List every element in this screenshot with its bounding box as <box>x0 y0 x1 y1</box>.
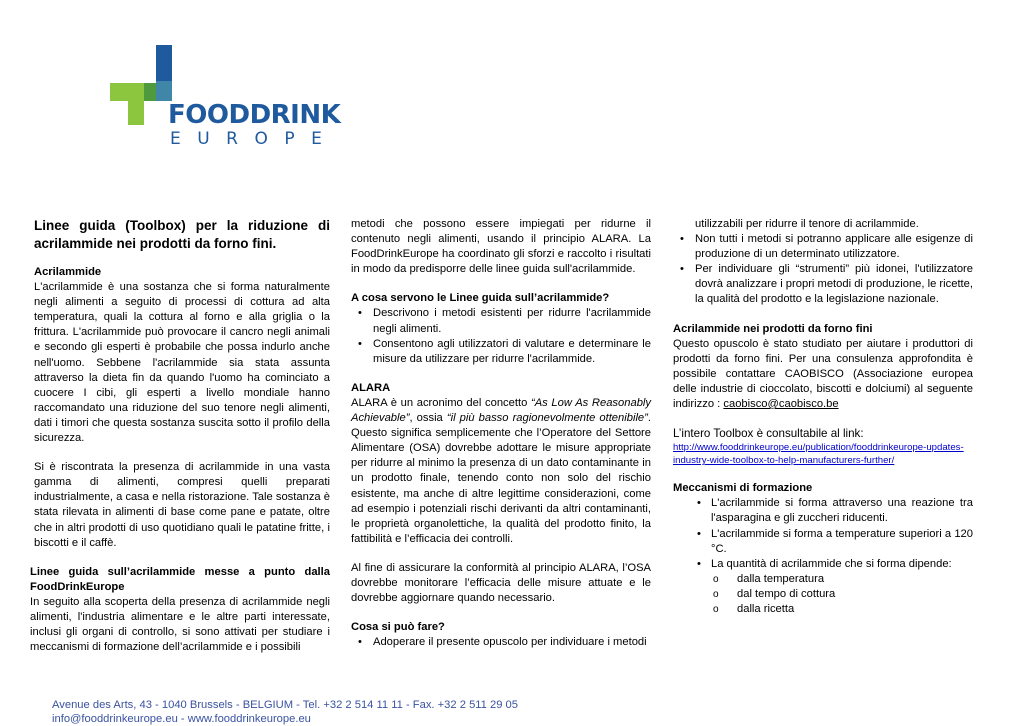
paragraph-prodotti-forno: Questo opuscolo è stato studiato per aiutare i produttori di prodotti da forno fini. Per una consulenza approfondita è possibile contattare CAOBISCO (Associazione europea delle industrie di cioccolato, biscotti e dolciumi) al seguente indirizzo : caobisco@caobisco.be <box>673 337 973 411</box>
heading-alara: ALARA <box>351 381 391 394</box>
footer-address: Avenue des Arts, 43 - 1040 Brussels - BELGIUM - Tel. +32 2 514 11 11 - Fax. +32 2 511 29 05 <box>52 699 519 711</box>
logo-europe: EUROPE <box>170 129 339 149</box>
fooddrinkeurope-logo <box>110 45 341 155</box>
footer <box>52 698 518 726</box>
heading-cosa-si-puo-fare: Cosa si può fare? <box>351 621 445 634</box>
list-item: • Descrivono i metodi esistenti per ridurre l'acrilammide negli alimenti. <box>351 306 651 336</box>
list-continued <box>673 217 973 308</box>
logo-wordmark: FOODDRINK <box>168 100 341 130</box>
heading-linee-guida: Linee guida sull’acrilammide messe a punto dalla FoodDrinkEurope <box>30 566 330 594</box>
paragraph-conformita: Al fine di assicurare la conformità al principio ALARA, l’OSA dovrebbe monitorare l’efficacia delle misure attuate e le dovrebbe aggiornare quando necessario. <box>351 561 651 605</box>
column-3 <box>673 217 973 617</box>
paragraph-presenza: Si è riscontrata la presenza di acrilammide in una vasta gamma di alimenti, compresi quelli preparati industrialmente, a casa e nella ristorazione. Tale sostanza è stata rilevata in alimenti di base come pane e patate, oltre che in altri prodotti di uso quotidiano quali le patatine fritte, i biscotti e il caffè. <box>34 461 330 549</box>
heading-a-cosa-servono: A cosa servono le Linee guida sull’acrilammide? <box>351 292 610 305</box>
list-item: o dalla temperatura <box>673 572 973 587</box>
paragraph-metodi: metodi che possono essere impiegati per ridurne il contenuto negli alimenti, usando il principio ALARA. La FoodDrinkEurope ha coordinato gli sforzi e raccolto i risultati in modo da predisporre delle linee guida sull'acrilammide. <box>351 218 651 276</box>
column-1-bottom <box>30 565 330 656</box>
list-dipende <box>673 572 973 617</box>
heading-prodotti-forno: Acrilammide nei prodotti da forno fini <box>673 322 873 335</box>
toolbox-text: L’intero Toolbox è consultabile al link: <box>673 427 864 441</box>
list-item-continued: utilizzabili per ridurre il tenore di acrilammide. <box>695 218 919 230</box>
list-a-cosa-servono <box>351 306 651 366</box>
footer-contacts: info@fooddrinkeurope.eu - www.fooddrinkeurope.eu <box>52 713 311 725</box>
caobisco-email-link[interactable]: caobisco@caobisco.be <box>723 398 839 411</box>
list-item: • Adoperare il presente opuscolo per individuare i metodi <box>351 635 651 650</box>
heading-acrilammide: Acrilammide <box>34 266 102 278</box>
list-item: • Consentono agli utilizzatori di valutare e determinare le misure da utilizzare per ridurre l'acrilammide. <box>351 337 651 367</box>
column-2 <box>351 217 651 650</box>
list-item: • Non tutti i metodi si potranno applicare alle esigenze di produzione di un determinato utilizzatore. <box>673 232 973 262</box>
toolbox-link[interactable]: http://www.fooddrinkeurope.eu/publication/fooddrinkeurope-updates-industry-wide-toolbox-to-help-manufacturers-further/ <box>673 442 964 467</box>
list-item: o dalla ricetta <box>673 602 973 617</box>
list-item: • Per individuare gli “strumenti” più idonei, l'utilizzatore dovrà analizzare i propri metodi di produzione, le ricette, la qualità del prodotto e la legislazione nazionale. <box>673 262 973 307</box>
document-title: Linee guida (Toolbox) per la riduzione di acrilammide nei prodotti da forno fini. <box>34 218 330 251</box>
list-cosa-si-puo-fare <box>351 635 651 650</box>
list-item: o dal tempo di cottura <box>673 587 973 602</box>
list-item: • La quantità di acrilammide che si forma dipende: <box>673 557 973 572</box>
paragraph-acrilammide: L'acrilammide è una sostanza che si forma naturalmente negli alimenti a seguito di processi di cottura ad alta temperatura, quali la cottura al forno e alla griglia o la frittura. L'acrilammide può provocare il cancro negli animali e secondo gli esperti è probabile che possa indurlo anche nell'uomo. Sebbene l'acrilammide sia stata assunta attraverso la dieta fin da quando l'uomo ha cominciato a cuocere I cibi, gli esperti a livello mondiale hanno raccomandato una riduzione del suo tenore negli alimenti, dati i timori che questa sostanza suscita sotto il profilo della sicurezza. <box>34 281 330 445</box>
list-meccanismi <box>673 496 973 571</box>
paragraph-alara: ALARA è un acronimo del concetto “As Low As Reasonably Achievable”, ossia “il più basso ragionevolmente ottenibile”. Questo significa semplicemente che l’Operatore del Settore Alimentare (OSA) dovrebbe adottare le misure appropriate per ridurre al minimo la presenza di un dato contaminante in un prodotto finale, tenendo conto non solo del rischio esistente, ma anche di altre legittime considerazioni, come ad esempio i potenziali rischi derivanti da altri contaminanti, le proprietà organolettiche, la qualità del prodotto finito, la fattibilità e l’efficacia dei controlli. <box>351 396 651 545</box>
column-1 <box>34 217 330 551</box>
paragraph-scoperta: In seguito alla scoperta della presenza di acrilammide negli alimenti, l'industria alimentare e le altre parti interessate, inclusi gli organi di controllo, si sono attivati per studiare i meccanismi di formazione dell’acrilammide e i possibili <box>30 596 330 654</box>
list-item: • L'acrilammide si forma attraverso una reazione tra l'asparagina e gli zuccheri riducenti. <box>673 496 973 526</box>
heading-meccanismi: Meccanismi di formazione <box>673 482 813 495</box>
list-item: • L'acrilammide si forma a temperature superiori a 120 °C. <box>673 527 973 557</box>
